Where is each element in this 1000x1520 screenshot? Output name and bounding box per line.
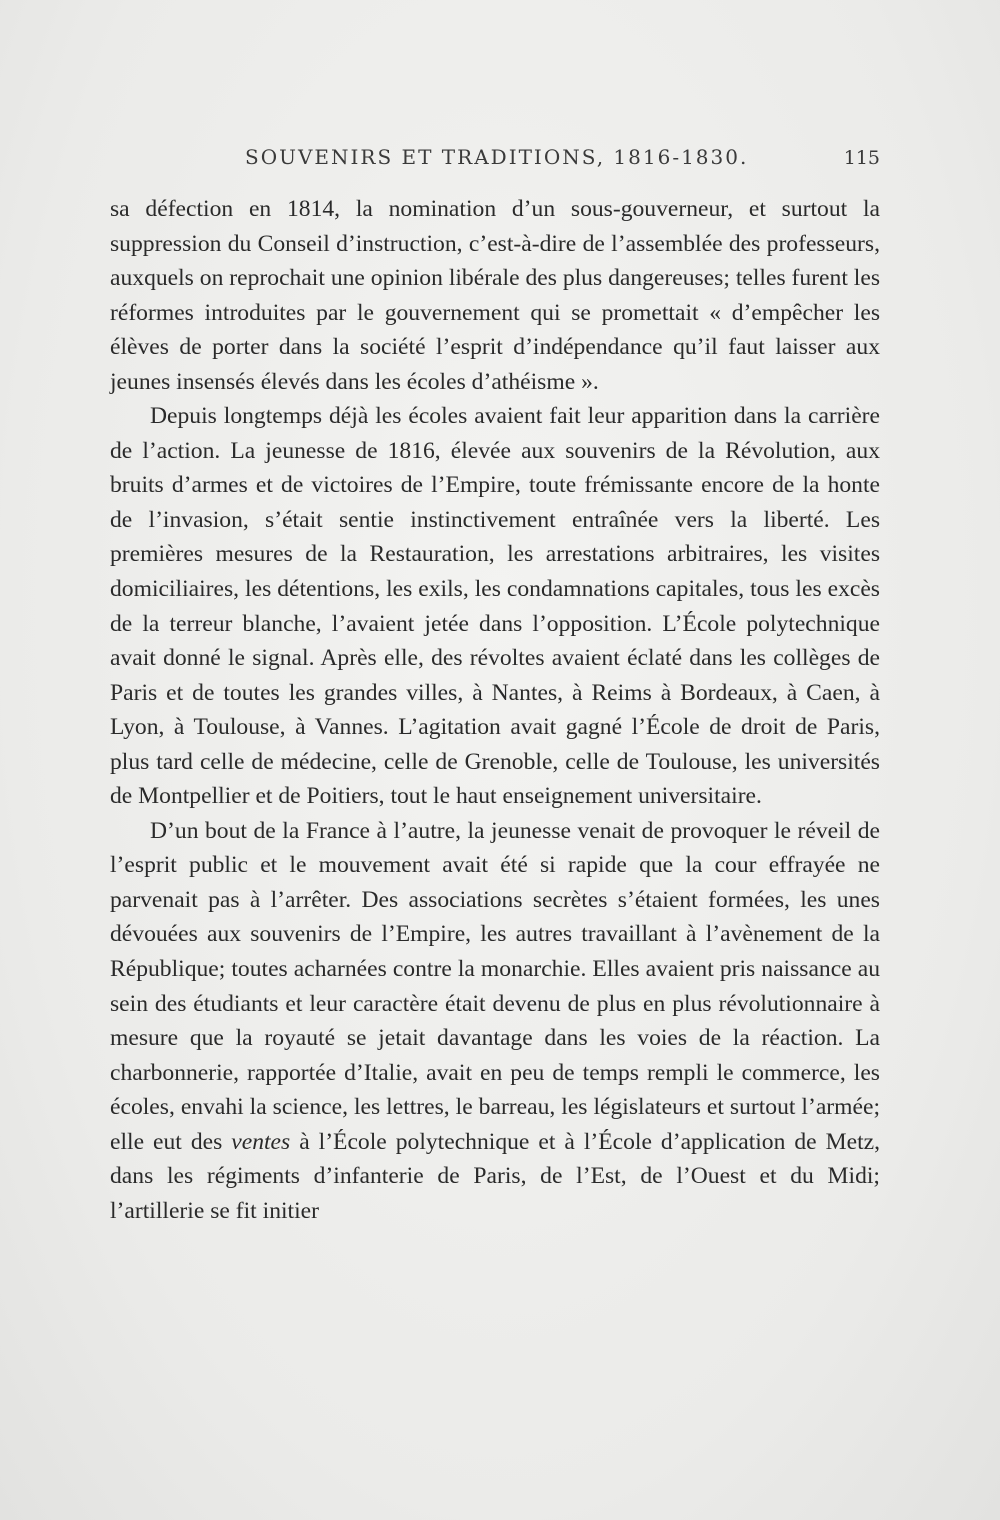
page-header bbox=[110, 145, 880, 185]
paragraph-3-text-start: D’un bout de la France à l’autre, la jeunesse venait de provoquer le réveil de l’esprit public et le mouvement avait été si rapide que la cour effrayée ne parvenait pas à l’arrêter. Des associations secrètes s’étaient formées, les unes dévouées aux souvenirs de l’Empire, les autres travaillant à l’avènement de la République; toutes acharnées contre la monarchie. Elles avaient pris naissance au sein des étudiants et leur caractère était devenu de plus en plus révolutionnaire à mesure que la royauté se jetait davantage dans les voies de la réaction. La charbonnerie, rapportée d’Italie, avait en peu de temps rempli le commerce, les écoles, envahi la science, les lettres, le barreau, les législateurs et surtout l’armée; elle eut des bbox=[110, 817, 880, 1155]
paragraph-3-text-end: à l’École polytechnique et à l’École d’application de Metz, dans les régiments d’infanterie de Paris, de l’Est, de l’Ouest et du Midi; l’artillerie se fit initier bbox=[110, 1128, 880, 1224]
paragraph-2-text: Depuis longtemps déjà les écoles avaient fait leur apparition dans la carrière de l’action. La jeunesse de 1816, élevée aux souvenirs de la Révolution, aux bruits d’armes et de victoires de l’Empire, toute frémissante encore de la honte de l’invasion, s’était sentie instinctivement entraînée vers la liberté. Les premières mesures de la Restauration, les arrestations arbitraires, les visites domiciliaires, les détentions, les exils, les condamnations capitales, tous les excès de la terreur blanche, l’avaient jetée dans l’opposition. L’École polytechnique avait donné le signal. Après elle, des révoltes avaient éclaté dans les collèges de Paris et de toutes les grandes villes, à Nantes, à Reims à Bordeaux, à Caen, à Lyon, à Toulouse, à Vannes. L’agitation avait gagné l’École de droit de Paris, plus tard celle de médecine, celle de Grenoble, celle de Toulouse, les universités de Montpellier et de Poitiers, tout le haut enseignement universitaire. bbox=[110, 403, 880, 810]
paragraph-1 bbox=[110, 192, 880, 399]
paragraph-3 bbox=[110, 814, 880, 1229]
body-text bbox=[110, 192, 880, 1228]
page-number: 115 bbox=[843, 147, 880, 169]
running-title: SOUVENIRS ET TRADITIONS, 1816-1830. bbox=[245, 145, 749, 169]
italic-term: ventes bbox=[231, 1128, 291, 1155]
paragraph-1-text: sa défection en 1814, la nomination d’un sous-gouverneur, et surtout la suppression du Conseil d’instruction, c’est-à-dire de l’assemblée des professeurs, auxquels on reprochait une opinion libérale des plus dangereuses; telles furent les réformes introduites par le gouvernement qui se promettait « d’empêcher les élèves de porter dans la société l’esprit d’indépendance qu’il faut laisser aux jeunes insensés élevés dans les écoles d’athéisme ». bbox=[110, 196, 880, 395]
paragraph-2 bbox=[110, 399, 880, 814]
